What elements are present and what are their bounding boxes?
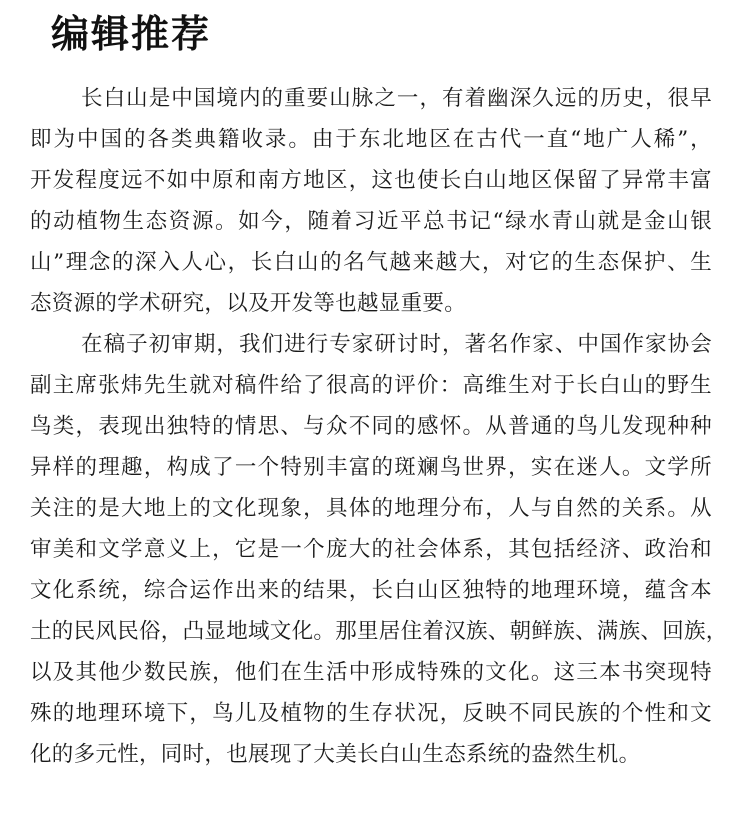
text-line: 开发程度远不如中原和南方地区，这也使长白山地区保留了异常丰富 [30,168,712,193]
text-line: 异样的理趣，构成了一个特别丰富的斑斓鸟世界，实在迷人。文学所 [30,455,712,480]
body-text [30,78,728,775]
text-line: 即为中国的各类典籍收录。由于东北地区在古代一直“地广人稀”， [30,127,712,152]
text-line: 的动植物生态资源。如今，随着习近平总书记“绿水青山就是金山银 [30,209,712,234]
text-line: 审美和文学意义上，它是一个庞大的社会体系，其包括经济、政治和 [30,537,712,562]
text-line: 文化系统，综合运作出来的结果，长白山区独特的地理环境，蕴含本 [30,578,712,603]
text-line: 以及其他少数民族，他们在生活中形成特殊的文化。这三本书突现特 [30,660,712,685]
paragraph-2 [30,324,728,775]
text-line: 山”理念的深入人心，长白山的名气越来越大，对它的生态保护、生 [30,250,712,275]
text-line: 鸟类，表现出独特的情思、与众不同的感怀。从普通的鸟儿发现种种 [30,414,712,439]
page-title: 编辑推荐 [51,12,212,56]
text-line: 副主席张炜先生就对稿件给了很高的评价：高维生对于长白山的野生 [30,373,712,398]
text-line: 土的民风民俗，凸显地域文化。那里居住着汉族、朝鲜族、满族、回族， [30,619,728,644]
paragraph-1 [30,78,712,324]
text-line: 态资源的学术研究，以及开发等也越显重要。 [30,291,467,316]
text-line: 关注的是大地上的文化现象，具体的地理分布，人与自然的关系。从 [30,496,712,521]
text-line: 殊的地理环境下，鸟儿及植物的生存状况，反映不同民族的个性和文 [30,701,712,726]
text-line: 化的多元性，同时，也展现了大美长白山生态系统的盎然生机。 [30,742,641,767]
text-line: 在稿子初审期，我们进行专家研讨时，著名作家、中国作家协会 [81,332,712,357]
text-line: 长白山是中国境内的重要山脉之一，有着幽深久远的历史，很早 [81,86,712,111]
